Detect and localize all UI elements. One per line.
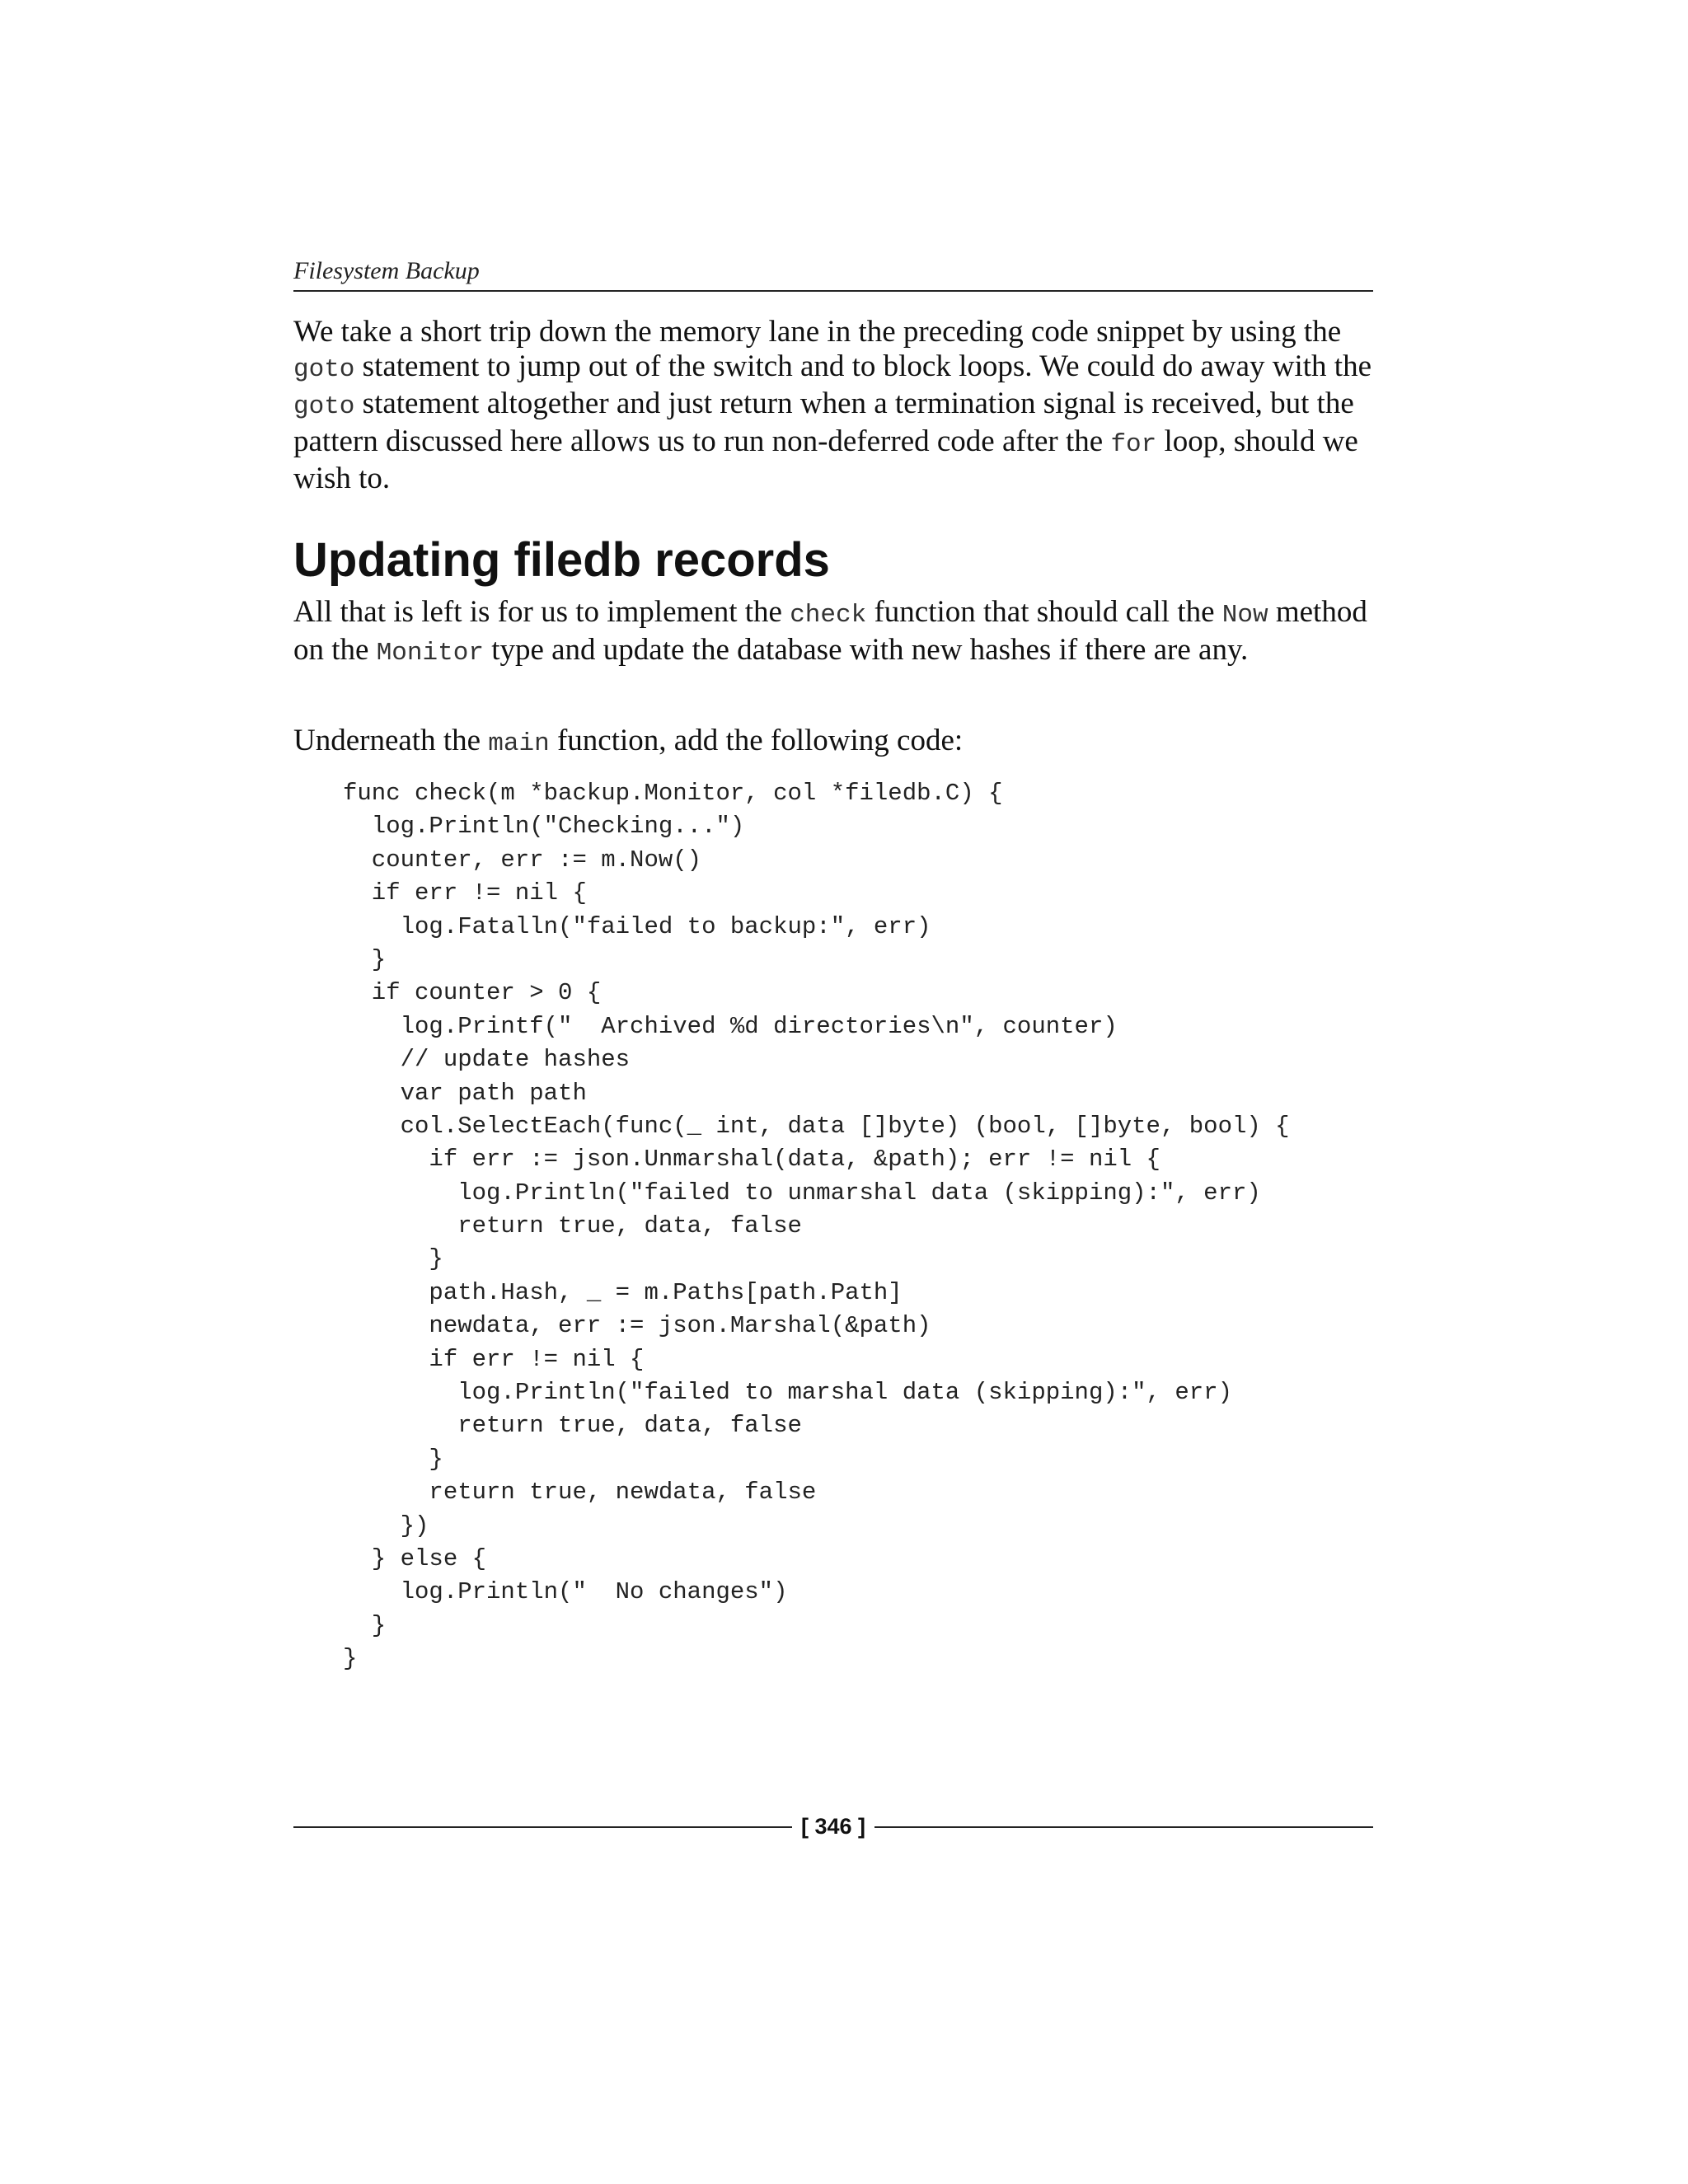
code-line: var path path <box>343 1079 587 1107</box>
code-line: if err != nil { <box>343 1345 645 1373</box>
inline-code: for <box>1110 429 1157 459</box>
paragraph-text: method on the <box>293 595 1367 667</box>
page-number: [ 346 ] <box>800 1814 866 1839</box>
code-line: col.SelectEach(func(_ int, data []byte) (bool, []byte, bool) { <box>343 1112 1290 1140</box>
code-line: log.Println("failed to unmarshal data (skipping):", err) <box>343 1179 1261 1207</box>
inline-code: Now <box>1221 601 1268 630</box>
instruction-paragraph <box>293 724 1373 762</box>
code-line: func check(m *backup.Monitor, col *filedb.C) { <box>343 780 1003 807</box>
paragraph-text: All that is left is for us to implement the <box>293 595 790 629</box>
code-line: log.Println("failed to marshal data (skipping):", err) <box>343 1379 1232 1407</box>
code-line: log.Printf(" Archived %d directories\n", counter) <box>343 1012 1118 1040</box>
footer-rule-right <box>874 1826 1373 1828</box>
paragraph-text: loop, should we wish to. <box>293 424 1358 495</box>
code-line: }) <box>343 1511 429 1540</box>
inline-code: check <box>790 601 867 630</box>
inline-code: goto <box>293 392 355 421</box>
inline-code: goto <box>293 354 355 384</box>
paragraph-text: statement to jump out of the switch and to block loops. We could do away with the <box>354 349 1372 383</box>
footer-rule-left <box>293 1826 792 1828</box>
code-line: } <box>343 1611 387 1639</box>
section-intro-paragraph <box>293 595 1373 670</box>
code-line: if err != nil { <box>343 879 587 907</box>
code-line: return true, data, false <box>343 1212 802 1240</box>
code-line: } <box>343 1445 443 1473</box>
code-line: } <box>343 945 387 973</box>
paragraph-text: Underneath the <box>293 724 489 757</box>
code-listing <box>343 777 1290 1676</box>
code-line: } <box>343 1645 358 1673</box>
code-line: counter, err := m.Now() <box>343 846 702 874</box>
code-line: path.Hash, _ = m.Paths[path.Path] <box>343 1278 903 1306</box>
code-line: log.Fatalln("failed to backup:", err) <box>343 912 931 940</box>
inline-code: Monitor <box>376 638 484 668</box>
intro-paragraph <box>293 315 1373 496</box>
code-line: } <box>343 1245 443 1273</box>
paragraph-text: type and update the database with new hashes if there are any. <box>483 632 1249 667</box>
paragraph-text: statement altogether and just return when a termination signal is received, but the pattern discussed here allows us to run non-deferred code after the <box>293 387 1354 458</box>
code-line: return true, newdata, false <box>343 1479 817 1507</box>
code-line: log.Println(" No changes") <box>343 1578 788 1606</box>
code-line: return true, data, false <box>343 1412 802 1440</box>
code-line: log.Println("Checking...") <box>343 813 745 841</box>
running-header <box>293 257 1373 292</box>
paragraph-text: function, add the following code: <box>549 724 964 757</box>
code-line: if counter > 0 { <box>343 979 602 1007</box>
section-heading: Updating filedb records <box>293 533 830 587</box>
code-line: newdata, err := json.Marshal(&path) <box>343 1312 931 1340</box>
page-footer <box>293 1811 1373 1841</box>
paragraph-text: We take a short trip down the memory lane in the preceding code snippet by using the <box>293 315 1342 349</box>
code-line: // update hashes <box>343 1046 631 1074</box>
running-header-title: Filesystem Backup <box>293 257 480 284</box>
code-line: } else { <box>343 1544 487 1572</box>
code-line: if err := json.Unmarshal(data, &path); err != nil { <box>343 1146 1160 1174</box>
inline-code: main <box>488 729 550 758</box>
paragraph-text: function that should call the <box>866 595 1222 629</box>
